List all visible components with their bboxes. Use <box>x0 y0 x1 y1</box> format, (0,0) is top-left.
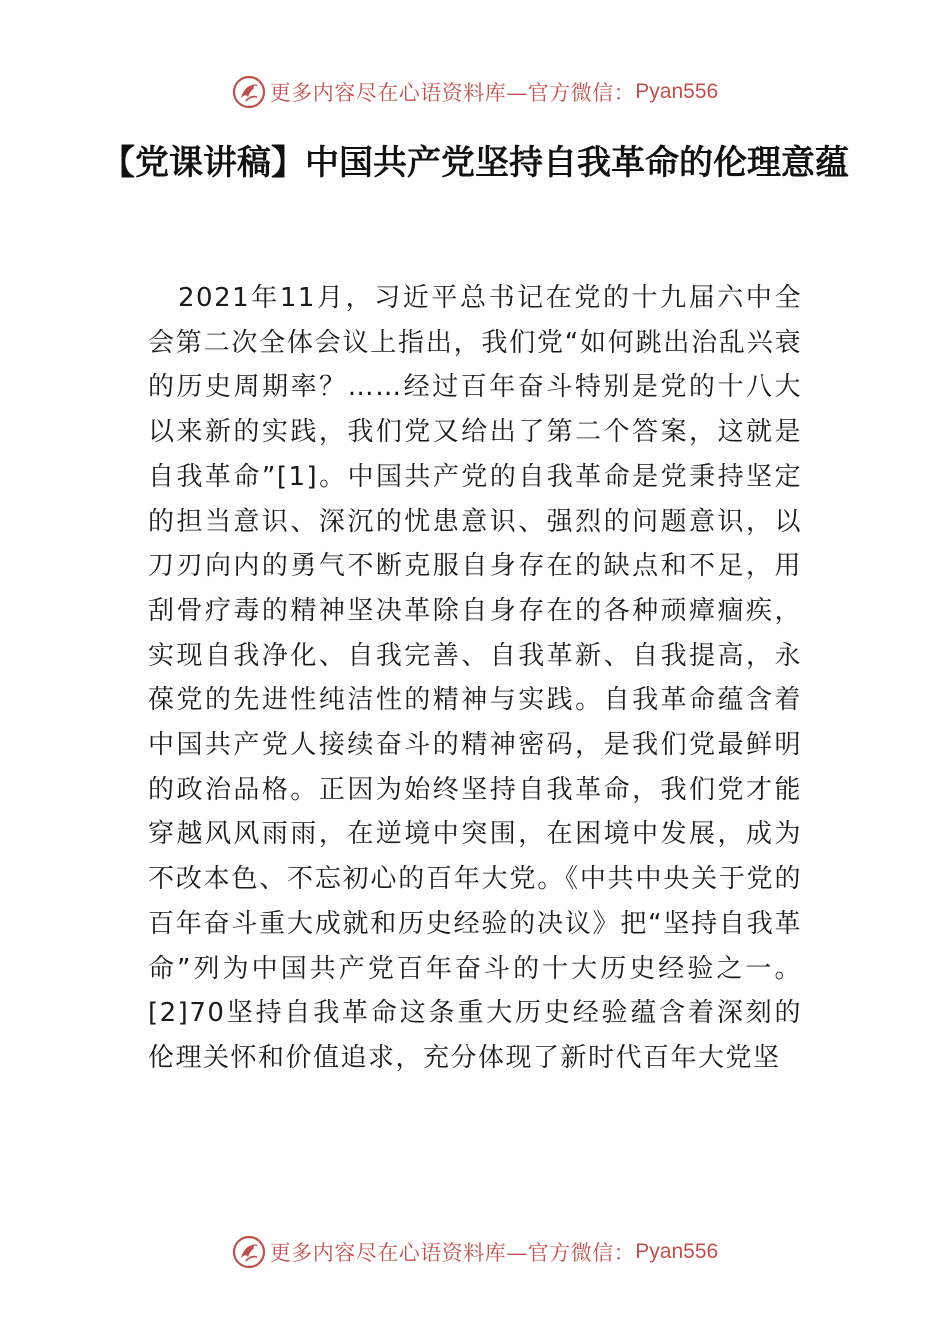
body-paragraph: 2021年11月，习近平总书记在党的十九届六中全会第二次全体会议上指出，我们党“如何跳出治乱兴衰的历史周期率？……经过百年奋斗特别是党的十八大以来新的实践，我们党又给出了第二个答案，这就是自我革命”[1]。中国共产党的自我革命是党秉持坚定的担当意识、深沉的忧患意识、强烈的问题意识，以刀刃向内的勇气不断克服自身存在的缺点和不足，用刮骨疗毒的精神坚决革除自身存在的各种顽瘴痼疾，实现自我净化、自我完善、自我革新、自我提高，永葆党的先进性纯洁性的精神与实践。自我革命蕴含着中国共产党人接续奋斗的精神密码，是我们党最鲜明的政治品格。正因为始终坚持自我革命，我们党才能穿越风风雨雨，在逆境中突围，在困境中发展，成为不改本色、不忘初心的百年大党。《中共中央关于党的百年奋斗重大成就和历史经验的决议》把“坚持自我革命”列为中国共产党百年奋斗的十大历史经验之一。[2]70坚持自我革命这条重大历史经验蕴含着深刻的伦理关怀和价值追求，充分体现了新时代百年大党坚 <box>148 283 802 1073</box>
document-body <box>148 276 802 1081</box>
header-banner-handle: Pyan556 <box>635 80 719 103</box>
footer-banner-text: 更多内容尽在心语资料库—官方微信： <box>269 1241 636 1265</box>
footer-banner-handle: Pyan556 <box>635 1240 719 1263</box>
footer-banner <box>0 1232 950 1272</box>
red-dragon-logo-icon <box>232 1235 266 1269</box>
header-banner <box>0 72 950 112</box>
header-banner-text: 更多内容尽在心语资料库—官方微信： <box>269 81 636 105</box>
red-dragon-logo-icon <box>232 75 266 109</box>
document-title: 【党课讲稿】中国共产党坚持自我革命的伦理意蕴 <box>101 143 849 183</box>
